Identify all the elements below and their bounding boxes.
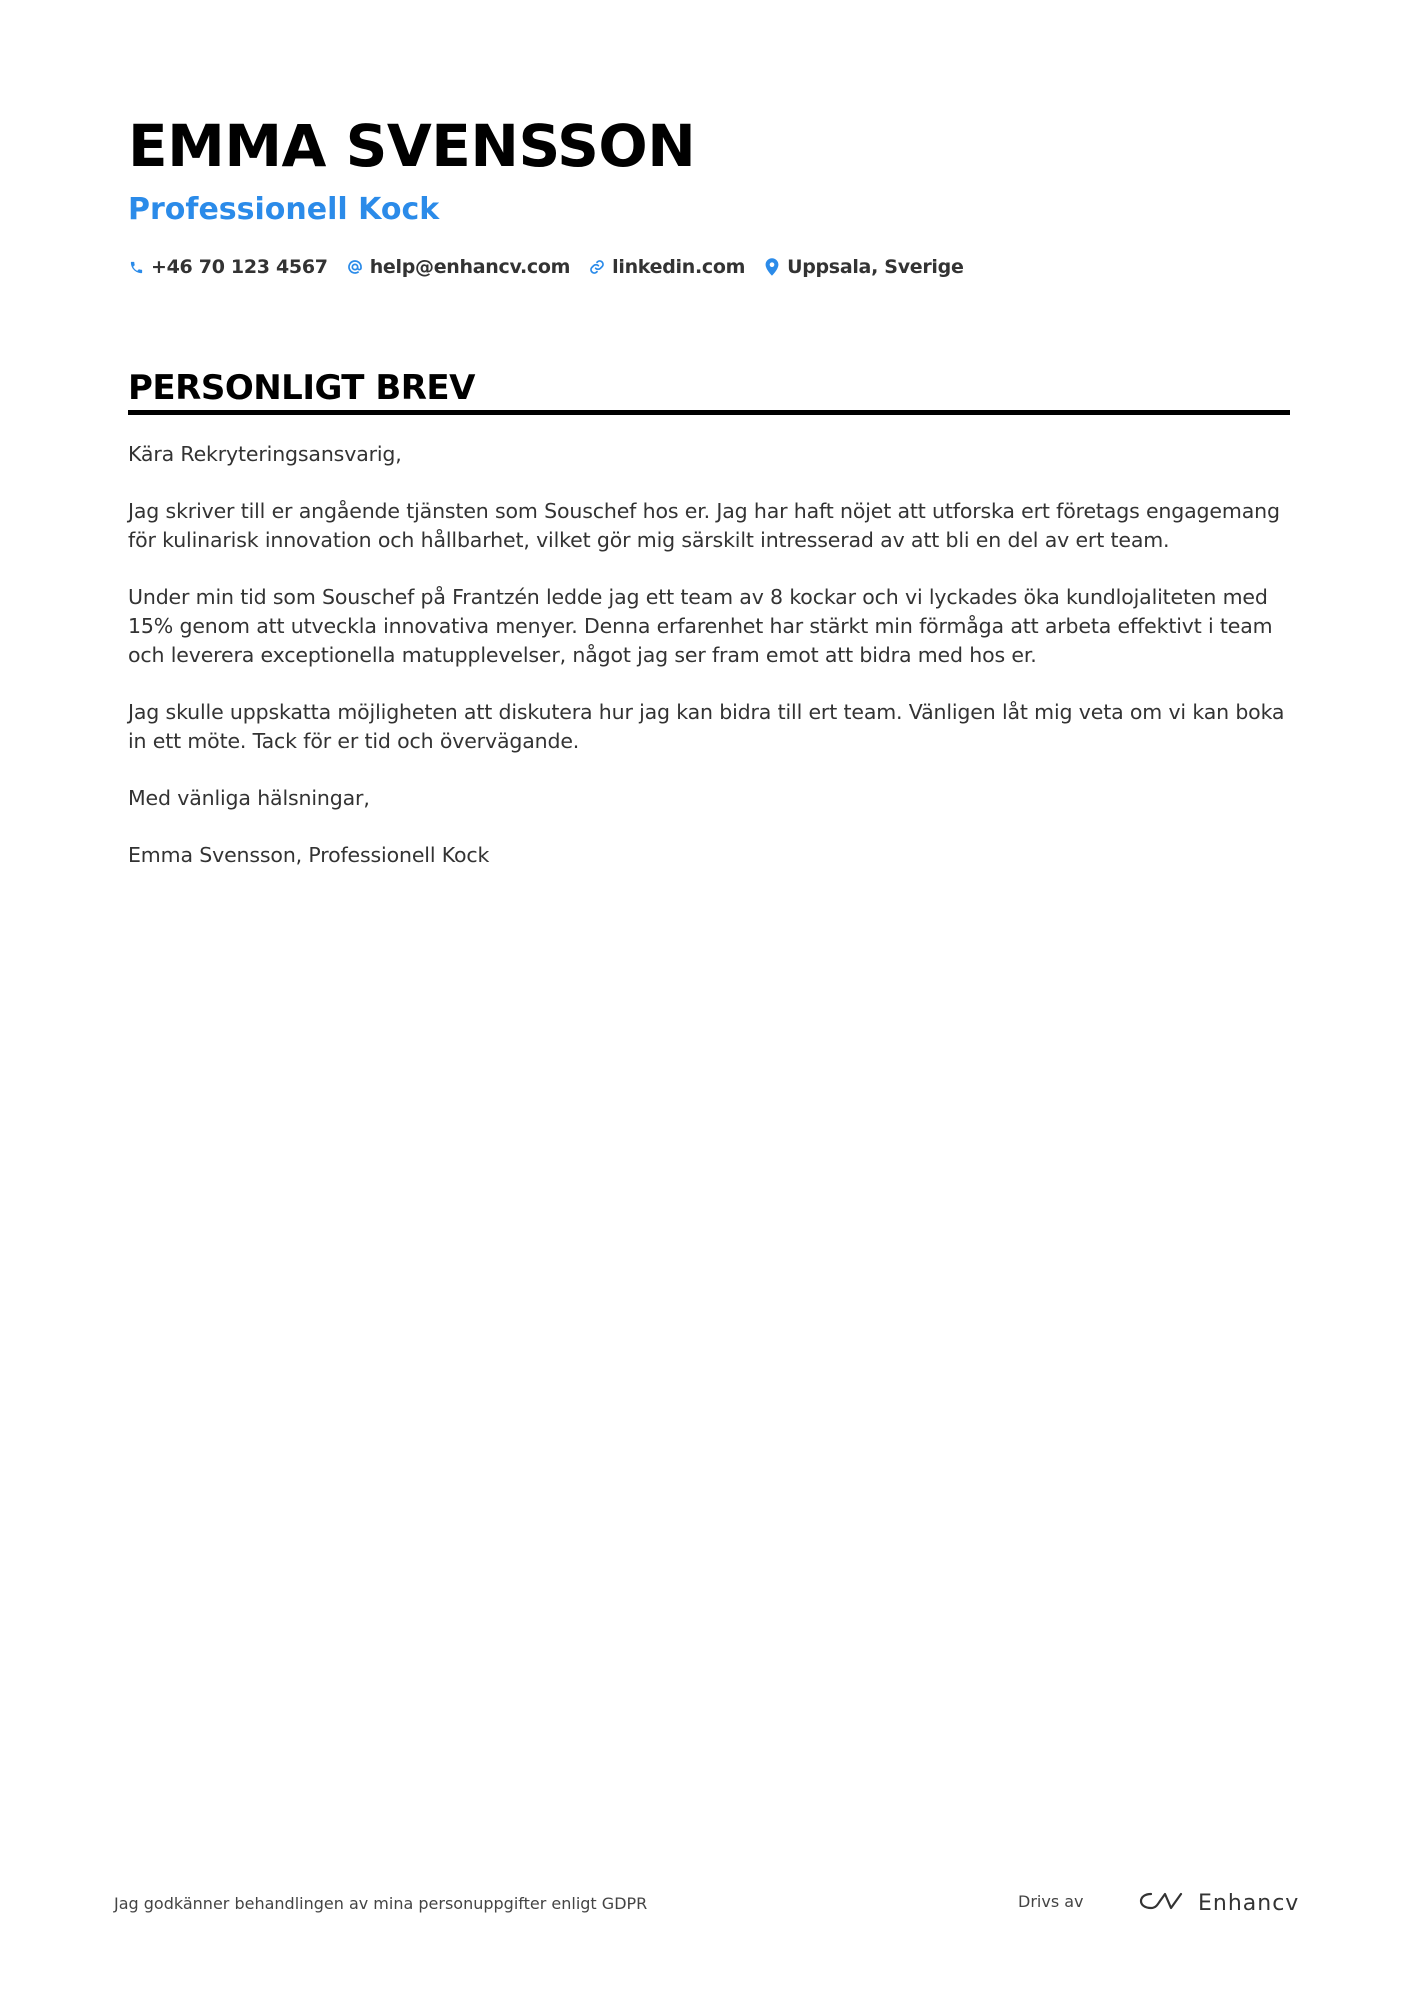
contact-linkedin-text: linkedin.com [612,256,746,278]
contact-phone [128,256,328,278]
letter-paragraph: Jag skriver till er angående tjänsten som Souschef hos er. Jag har haft nöjet att utforska ert företags engagemang för kulinarisk innovation och hållbarhet, vilket gör mig särskilt intresserad av att bli en del av ert team. [128,499,1280,552]
letter-greeting: Kära Rekryteringsansvarig, [128,442,402,466]
letter-paragraph: Under min tid som Souschef på Frantzén ledde jag ett team av 8 kockar och vi lyckades öka kundlojaliteten med 15% genom att utveckla innovativa menyer. Denna erfarenhet har stärkt min förmåga att arbeta effektivt i team och leverera exceptionella matupplevelser, något jag ser fram emot att bidra med hos er. [128,585,1273,667]
letter-signature: Emma Svensson, Professionell Kock [128,843,490,867]
enhancv-logo-icon [1138,1889,1184,1918]
powered-by-label: Drivs av [1018,1892,1084,1911]
contact-bar [128,252,983,282]
section-divider [128,410,1290,415]
applicant-name: EMMA SVENSSON [128,112,696,180]
contact-phone-text: +46 70 123 4567 [151,256,328,278]
contact-email [347,256,570,278]
letter-paragraph: Jag skulle uppskatta möjligheten att diskutera hur jag kan bidra till ert team. Vänligen låt mig veta om vi kan boka in ett möte. Tack för er tid och övervägande. [128,700,1285,753]
section-title: PERSONLIGT BREV [128,368,475,408]
contact-location-text: Uppsala, Sverige [787,256,964,278]
link-icon [589,258,605,276]
gdpr-consent-text: Jag godkänner behandlingen av mina personuppgifter enligt GDPR [114,1894,648,1913]
at-icon [347,258,363,276]
letter-body [128,440,1290,898]
contact-location [764,256,963,278]
applicant-title: Professionell Kock [128,192,440,227]
enhancv-logo[interactable] [1138,1890,1299,1916]
letter-closing: Med vänliga hälsningar, [128,786,370,810]
phone-icon [128,258,144,276]
contact-linkedin [589,256,745,278]
contact-email-text: help@enhancv.com [369,256,571,278]
location-pin-icon [764,258,780,276]
enhancv-logo-text: Enhancv [1198,1890,1300,1916]
